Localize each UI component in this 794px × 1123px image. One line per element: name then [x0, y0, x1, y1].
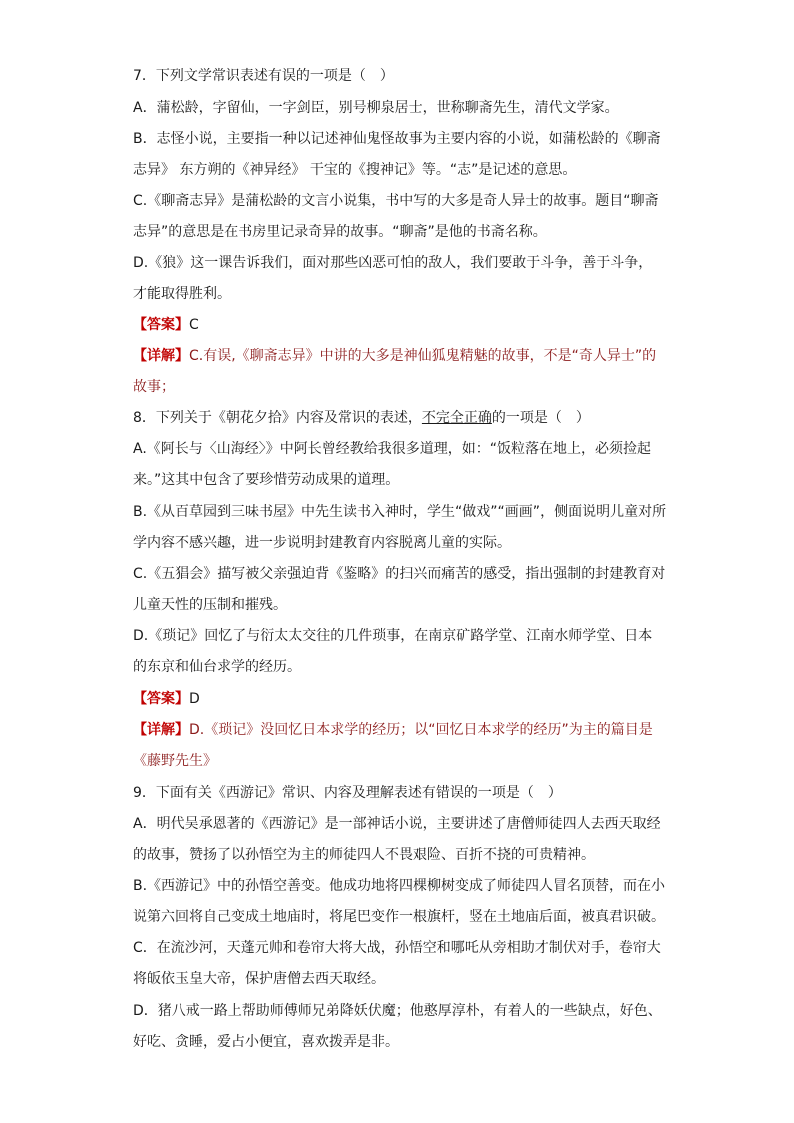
q8-stem — [133, 408, 673, 428]
q9-option-a-line1: A．明代吴承恩著的《西游记》是一部神话小说，主要讲述了唐僧师徒四人去西天取经 — [133, 816, 661, 832]
detail-text: D.《琐记》没回忆日本求学的经历；以“回忆日本求学的经历”为主的篇目是 — [189, 722, 653, 738]
q9-option-c-line2: 将皈依玉皇大帝，保护唐僧去西天取经。 — [133, 971, 385, 987]
q9-stem: 9．下面有关《西游记》常识、内容及理解表述有错误的一项是（ ） — [133, 785, 562, 801]
q9-option-d-line2: 好吃、贪睡，爱占小便宜，喜欢拨弄是非。 — [133, 1034, 399, 1050]
answer-tag: 【答案】 — [133, 691, 189, 707]
q8-option-c-line1: C.《五猖会》描写被父亲强迫背《鉴略》的扫兴而痛苦的感受，指出强制的封建教育对 — [133, 566, 666, 582]
q7-option-b-line1: B．志怪小说，主要指一种以记述神仙鬼怪故事为主要内容的小说，如蒲松龄的《聊斋 — [133, 131, 661, 147]
detail-text: C.有误,《聊斋志异》中讲的大多是神仙狐鬼精魅的故事，不是“奇人异士”的 — [189, 348, 657, 364]
q7-option-a: A．蒲松龄，字留仙，一字剑臣，别号柳泉居士，世称聊斋先生，清代文学家。 — [133, 100, 619, 116]
q7-option-d-line1: D.《狼》这一课告诉我们，面对那些凶恶可怕的敌人，我们要敢于斗争，善于斗争， — [133, 255, 653, 271]
q7-detail-line1 — [133, 346, 673, 366]
q8-stem-underlined: 不完全正确 — [421, 410, 492, 426]
q9-option-a-line2: 的故事，赞扬了以孙悟空为主的师徒四人不畏艰险、百折不挠的可贵精神。 — [133, 847, 595, 863]
detail-tag: 【详解】 — [133, 722, 189, 738]
q8-option-c-line2: 儿童天性的压制和摧残。 — [133, 597, 287, 613]
q9-option-d-line1: D．猪八戒一路上帮助师傅师兄弟降妖伏魔；他憨厚淳朴，有着人的一些缺点，好色、 — [133, 1003, 662, 1019]
q7-stem: 7．下列文学常识表述有误的一项是（ ） — [133, 68, 394, 84]
answer-value: D — [189, 691, 200, 707]
q9-option-b-line2: 说第六回将自己变成土地庙时，将尾巴变作一根旗杆，竖在土地庙后面，被真君识破。 — [133, 909, 665, 925]
q7-detail-line2: 故事； — [133, 379, 175, 395]
answer-value: C — [189, 317, 199, 333]
q8-option-a-line2: 来。”这其中包含了要珍惜劳动成果的道理。 — [133, 472, 400, 488]
q8-stem-pre: 8．下列关于《朝花夕拾》内容及常识的表述， — [133, 410, 422, 426]
q8-option-b-line1: B.《从百草园到三味书屋》中先生读书入神时，学生“做戏”“画画”，侧面说明儿童对所 — [133, 504, 667, 520]
q9-option-b-line1: B.《西游记》中的孙悟空善变。他成功地将四棵柳树变成了师徒四人冒名顶替，而在小 — [133, 878, 666, 894]
q8-answer — [133, 689, 673, 709]
q8-option-d-line2: 的东京和仙台求学的经历。 — [133, 659, 301, 675]
q7-option-d-line2: 才能取得胜利。 — [133, 286, 231, 302]
q8-option-a-line1: A.《阿长与〈山海经〉》中阿长曾经教给我很多道理，如：“饭粒落在地上，必须捡起 — [133, 441, 652, 457]
q7-option-c-line2: 志异”的意思是在书房里记录奇异的故事。“聊斋”是他的书斋名称。 — [133, 224, 547, 240]
detail-tag: 【详解】 — [133, 348, 189, 364]
q8-option-b-line2: 学内容不感兴趣，进一步说明封建教育内容脱离儿童的实际。 — [133, 535, 511, 551]
q8-option-d-line1: D.《琐记》回忆了与衍太太交往的几件琐事，在南京矿路学堂、江南水师学堂、日本 — [133, 628, 653, 644]
answer-tag: 【答案】 — [133, 317, 189, 333]
q8-detail-line1 — [133, 720, 673, 740]
q8-detail-line2: 《藤野先生》 — [133, 753, 217, 769]
q8-stem-post: 的一项是（ ） — [491, 410, 590, 426]
q7-option-b-line2: 志异》 东方朔的《神异经》 干宝的《搜神记》等。“志”是记述的意思。 — [133, 162, 577, 178]
q7-answer — [133, 315, 673, 335]
q9-option-c-line1: C．在流沙河，天蓬元帅和卷帘大将大战，孙悟空和哪吒从旁相助才制伏对手，卷帘大 — [133, 940, 661, 956]
q7-option-c-line1: C.《聊斋志异》是蒲松龄的文言小说集，书中写的大多是奇人异士的故事。题目“聊斋 — [133, 193, 659, 209]
